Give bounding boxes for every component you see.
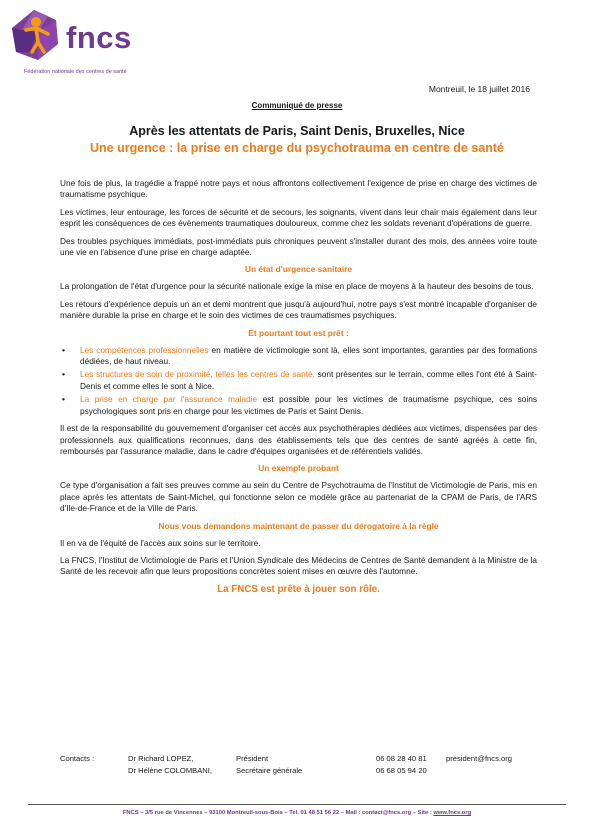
footer-divider [28,804,566,805]
list-item-highlight: Les structures de soin de proximité, telles les centres de santé, [80,369,315,380]
list-item-highlight: La prise en charge par l'assurance maladie [80,394,258,405]
logo-tagline: Fédération nationale des centres de santé [24,69,127,75]
list-item-text: sont présentes sur le terrain, comme elles l'ont été à Saint-Denis et comme elles le sont à Nice. [80,369,537,391]
list-item-text: en matière de victimologie sont là, elles sont importantes, garanties par des formations dédiées, de haut niveau. [80,344,538,367]
paragraph: Les victimes, leur entourage, les forces de sécurité et de secours, les soignants, vivent dans leur chair mais également dans leur esprit les conséquences de ces évènements traumatiques douloureux, comme chez les soldats revenant d'opérations de guerre. [60,206,537,229]
section-heading: Et pourtant tout est prêt : [248,327,349,338]
document-date: Montreuil, le 18 juillet 2016 [428,84,530,94]
section-heading: Un exemple probant [258,463,339,474]
contact-phone: 06 68 05 94 20 [376,766,427,775]
bullet-icon: • [62,394,65,405]
paragraph: Ce type d'organisation a fait ses preuves comme au sein du Centre de Psychotrauma de l'Institut de Victimologie de Paris, mis en place après les attentats de Saint-Michel, qui fonctionne selon ce modèle grâce au partenariat de la CPAM de Paris, de l'ARS d'Ile-de-France et de la Ville de Paris. [60,480,537,514]
contact-name: Dr Hélène COLOMBANI, [128,766,212,775]
document-title: Après les attentats de Paris, Saint Denis, Bruxelles, Nice [129,124,465,138]
logo-wordmark: fncs [66,20,132,55]
contact-role: Président [236,754,269,763]
paragraph: La prolongation de l'état d'urgence pour la sécurité nationale exige la mise en place de moyens à la hauteur des besoins de tous. [60,281,534,292]
contact-role: Secrétaire générale [236,766,303,775]
contact-row [128,765,548,777]
contacts-label: Contacts : [60,754,95,763]
contact-email[interactable]: president@fncs.org [446,754,512,763]
contact-name: Dr Richard LOPEZ, [128,754,194,763]
paragraph: Une fois de plus, la tragédie a frappé notre pays et nous affrontons collectivement l'exigence de prise en charge des victimes de traumatisme psychique. [60,178,537,200]
document-subtitle: Une urgence : la prise en charge du psychotrauma en centre de santé [89,141,505,155]
list-item-highlight: Les compétences professionnelles [80,344,209,355]
fncs-logo [8,8,178,78]
footer-text: FNCS – 3/5 rue de Vincennes – 93100 Montreuil-sous-Bois – Tel. 01 48 51 56 22 – Mail : contact@fncs.org – Site : [122,810,434,816]
list-item-text: est possible pour les victimes de traumatisme psychique, ces soins psychologiques sont pris en charge pour les victimes de Paris et Saint Denis. [80,394,537,416]
contact-row [128,753,548,765]
document-body [60,178,537,595]
bullet-list [60,345,537,417]
section-heading: Un état d'urgence sanitaire [244,264,353,275]
contact-phone: 06 08 28 40 81 [376,754,427,763]
paragraph: Il en va de l'équité de l'accès aux soins sur le territoire. [60,537,261,548]
paragraph: Des troubles psychiques immédiats, post-immédiats puis chroniques peuvent s'installer durant des mois, des années voire toute une vie en l'absence d'une prise en charge adaptée. [60,235,537,258]
footer-site-link[interactable]: www.fncs.org [433,810,472,816]
closing-statement: La FNCS est prête à jouer son rôle. [217,583,380,595]
paragraph: Les retours d'expérience depuis un an et demi montrent que jusqu'à aujourd'hui, notre pays s'est montré incapable d'organiser de manière durable la prise en charge et le soin des victimes de ces traumatismes psychiques. [60,298,537,321]
list-item [60,369,537,392]
section-heading: Nous vous demandons maintenant de passer du dérogatoire à la règle [158,520,439,531]
press-release-label: Communiqué de presse [251,101,343,110]
list-item [60,345,537,368]
bullet-icon: • [62,369,65,380]
footer [0,810,594,816]
list-item [60,394,537,417]
paragraph: Il est de la responsabilité du gouvernement d'organiser cet accès aux psychothérapies dédiées aux victimes, dispensées par des professionnels aux qualifications reconnues, dans des établissements tels que des centres de santé agréés à cette fin, remboursés par l'assurance maladie, dans le cadre d'équipes organisées et de référentiels validés. [60,423,537,456]
paragraph: La FNCS, l'Institut de Victimologie de Paris et l'Union Syndicale des Médecins de Centres de Santé demandent à la Ministre de la Santé de les recevoir afin que leurs propositions concrètes soient mises en œuvre dès l'automne. [60,554,537,577]
bullet-icon: • [62,344,65,355]
fncs-logo-icon [8,8,68,66]
